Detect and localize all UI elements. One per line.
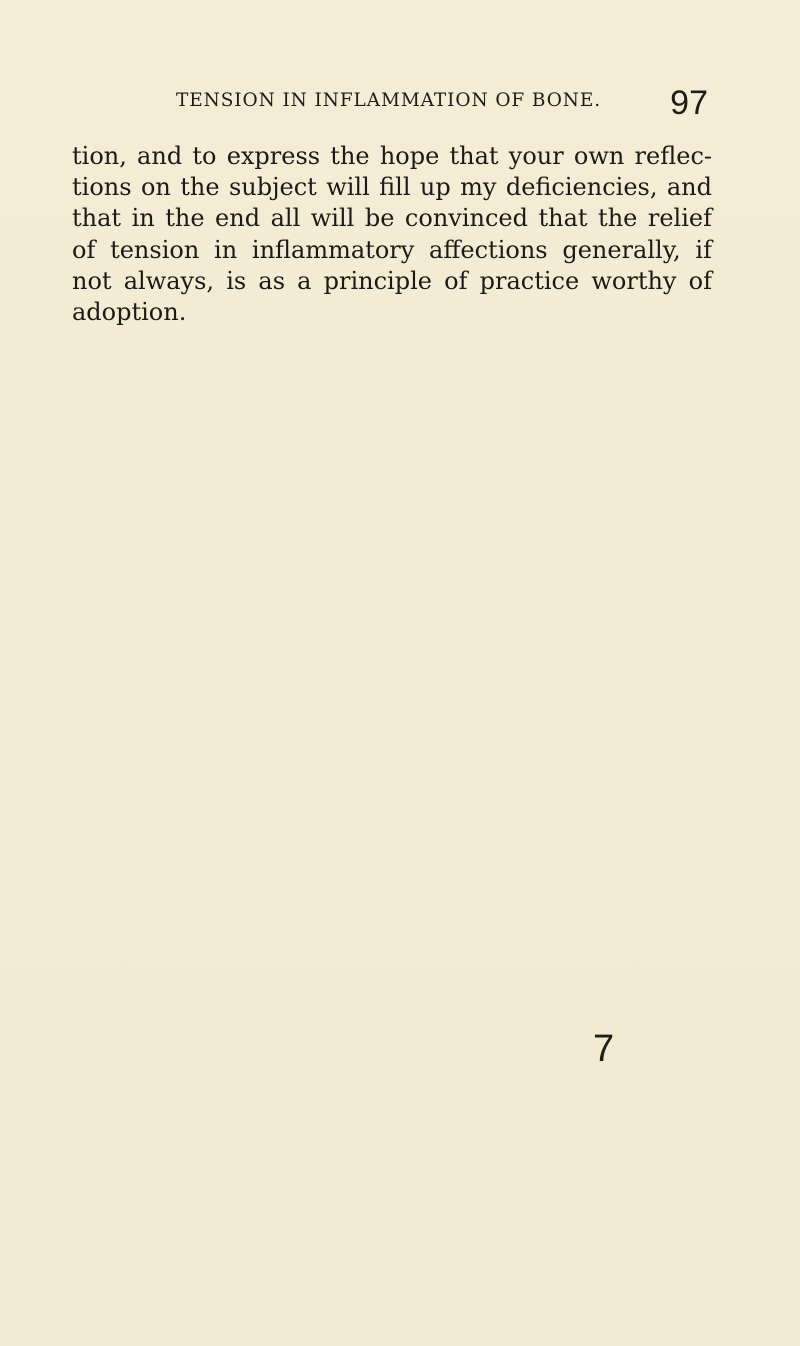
text-line: adoption. xyxy=(72,298,187,327)
text-line: tion, and to express the hope that your own reflec- xyxy=(72,142,712,170)
text-line: of tension in inflammatory affections generally, if xyxy=(72,235,712,264)
text-line: not always, is as a principle of practice worthy of xyxy=(72,266,712,295)
signature-mark: 7 xyxy=(593,1028,615,1070)
body-paragraph xyxy=(72,141,712,328)
text-line: tions on the subject will fill up my deficiencies, and xyxy=(72,173,712,202)
running-header xyxy=(176,86,708,126)
text-line: that in the end all will be convinced that the relief xyxy=(72,204,712,233)
page-title: TENSION IN INFLAMMATION OF BONE. xyxy=(176,90,602,111)
page-number: 97 xyxy=(670,84,708,122)
